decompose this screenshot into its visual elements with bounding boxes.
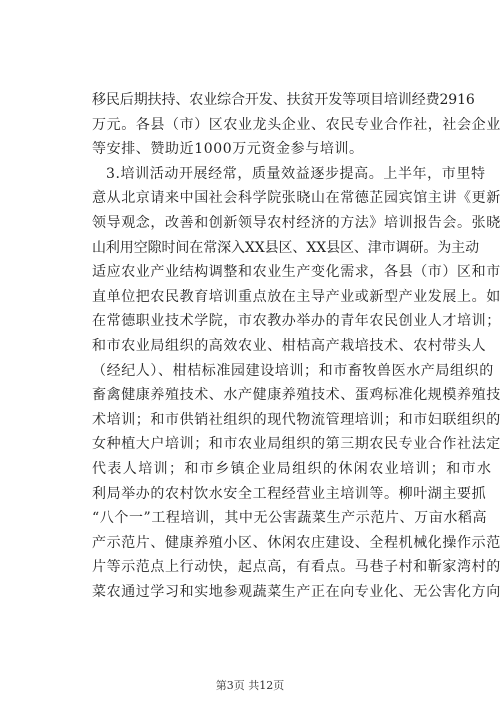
text-line: 利局举办的农村饮水安全工程经营业主培训等。柳叶湖主要抓	[92, 485, 487, 502]
text-line: 代表人培训；和市乡镇企业局组织的休闲农业培训；和市水	[92, 460, 493, 477]
text-line: “八个一”工程培训，其中无公害蔬菜生产示范片、万亩水稻高	[92, 510, 488, 527]
body-text	[92, 88, 501, 604]
text-line: 菜农通过学习和实地参观蔬菜生产正在向专业化、无公害化方向	[92, 583, 501, 600]
text-line: 等安排、赞助近1000万元资金参与培训。	[92, 141, 364, 158]
text-line: 术培训；和市供销社组织的现代物流管理培训；和市妇联组织的	[92, 411, 501, 428]
text-line: 在常德职业技术学院，市农教办举办的青年农民创业人才培训；	[92, 313, 501, 330]
text-line: 直单位把农民教育培训重点放在主导产业或新型产业发展上。如	[92, 288, 501, 305]
text-line: 领导观念，改善和创新领导农村经济的方法》培训报告会。张晓	[92, 214, 501, 231]
text-line: 3.培训活动开展经常，质量效益逐步提高。上半年，市里特	[106, 165, 486, 182]
text-line: 产示范片、健康养殖小区、休闲农庄建设、全程机械化操作示范	[92, 534, 501, 551]
text-line: 移民后期扶持、农业综合开发、扶贫开发等项目培训经费2916	[92, 92, 475, 108]
text-line: 意从北京请来中国社会科学院张晓山在常德芷园宾馆主讲《更新	[92, 190, 501, 207]
text-line: 畜禽健康养殖技术、水产健康养殖技术、蛋鸡标准化规模养殖技	[92, 387, 501, 404]
page-footer: 第3页 共12页	[215, 679, 285, 692]
text-line: 女种植大户培训；和市农业局组织的第三期农民专业合作社法定	[92, 436, 501, 453]
text-line: 片等示范点上行动快，起点高，有看点。马巷子村和靳家湾村的	[92, 559, 501, 576]
text-line: 适应农业产业结构调整和农业生产变化需求，各县（市）区和市	[92, 264, 501, 281]
text-line: （经纪人）、柑桔标准园建设培训；和市畜牧兽医水产局组织的	[92, 362, 494, 379]
text-line: 和市农业局组织的高效农业、柑桔高产栽培技术、农村带头人	[92, 337, 487, 354]
text-line: 山利用空隙时间在常深入XX县区、XX县区、津市调研。为主动	[92, 239, 479, 256]
text-line: 万元。各县（市）区农业龙头企业、农民专业合作社，社会企业	[92, 116, 501, 133]
